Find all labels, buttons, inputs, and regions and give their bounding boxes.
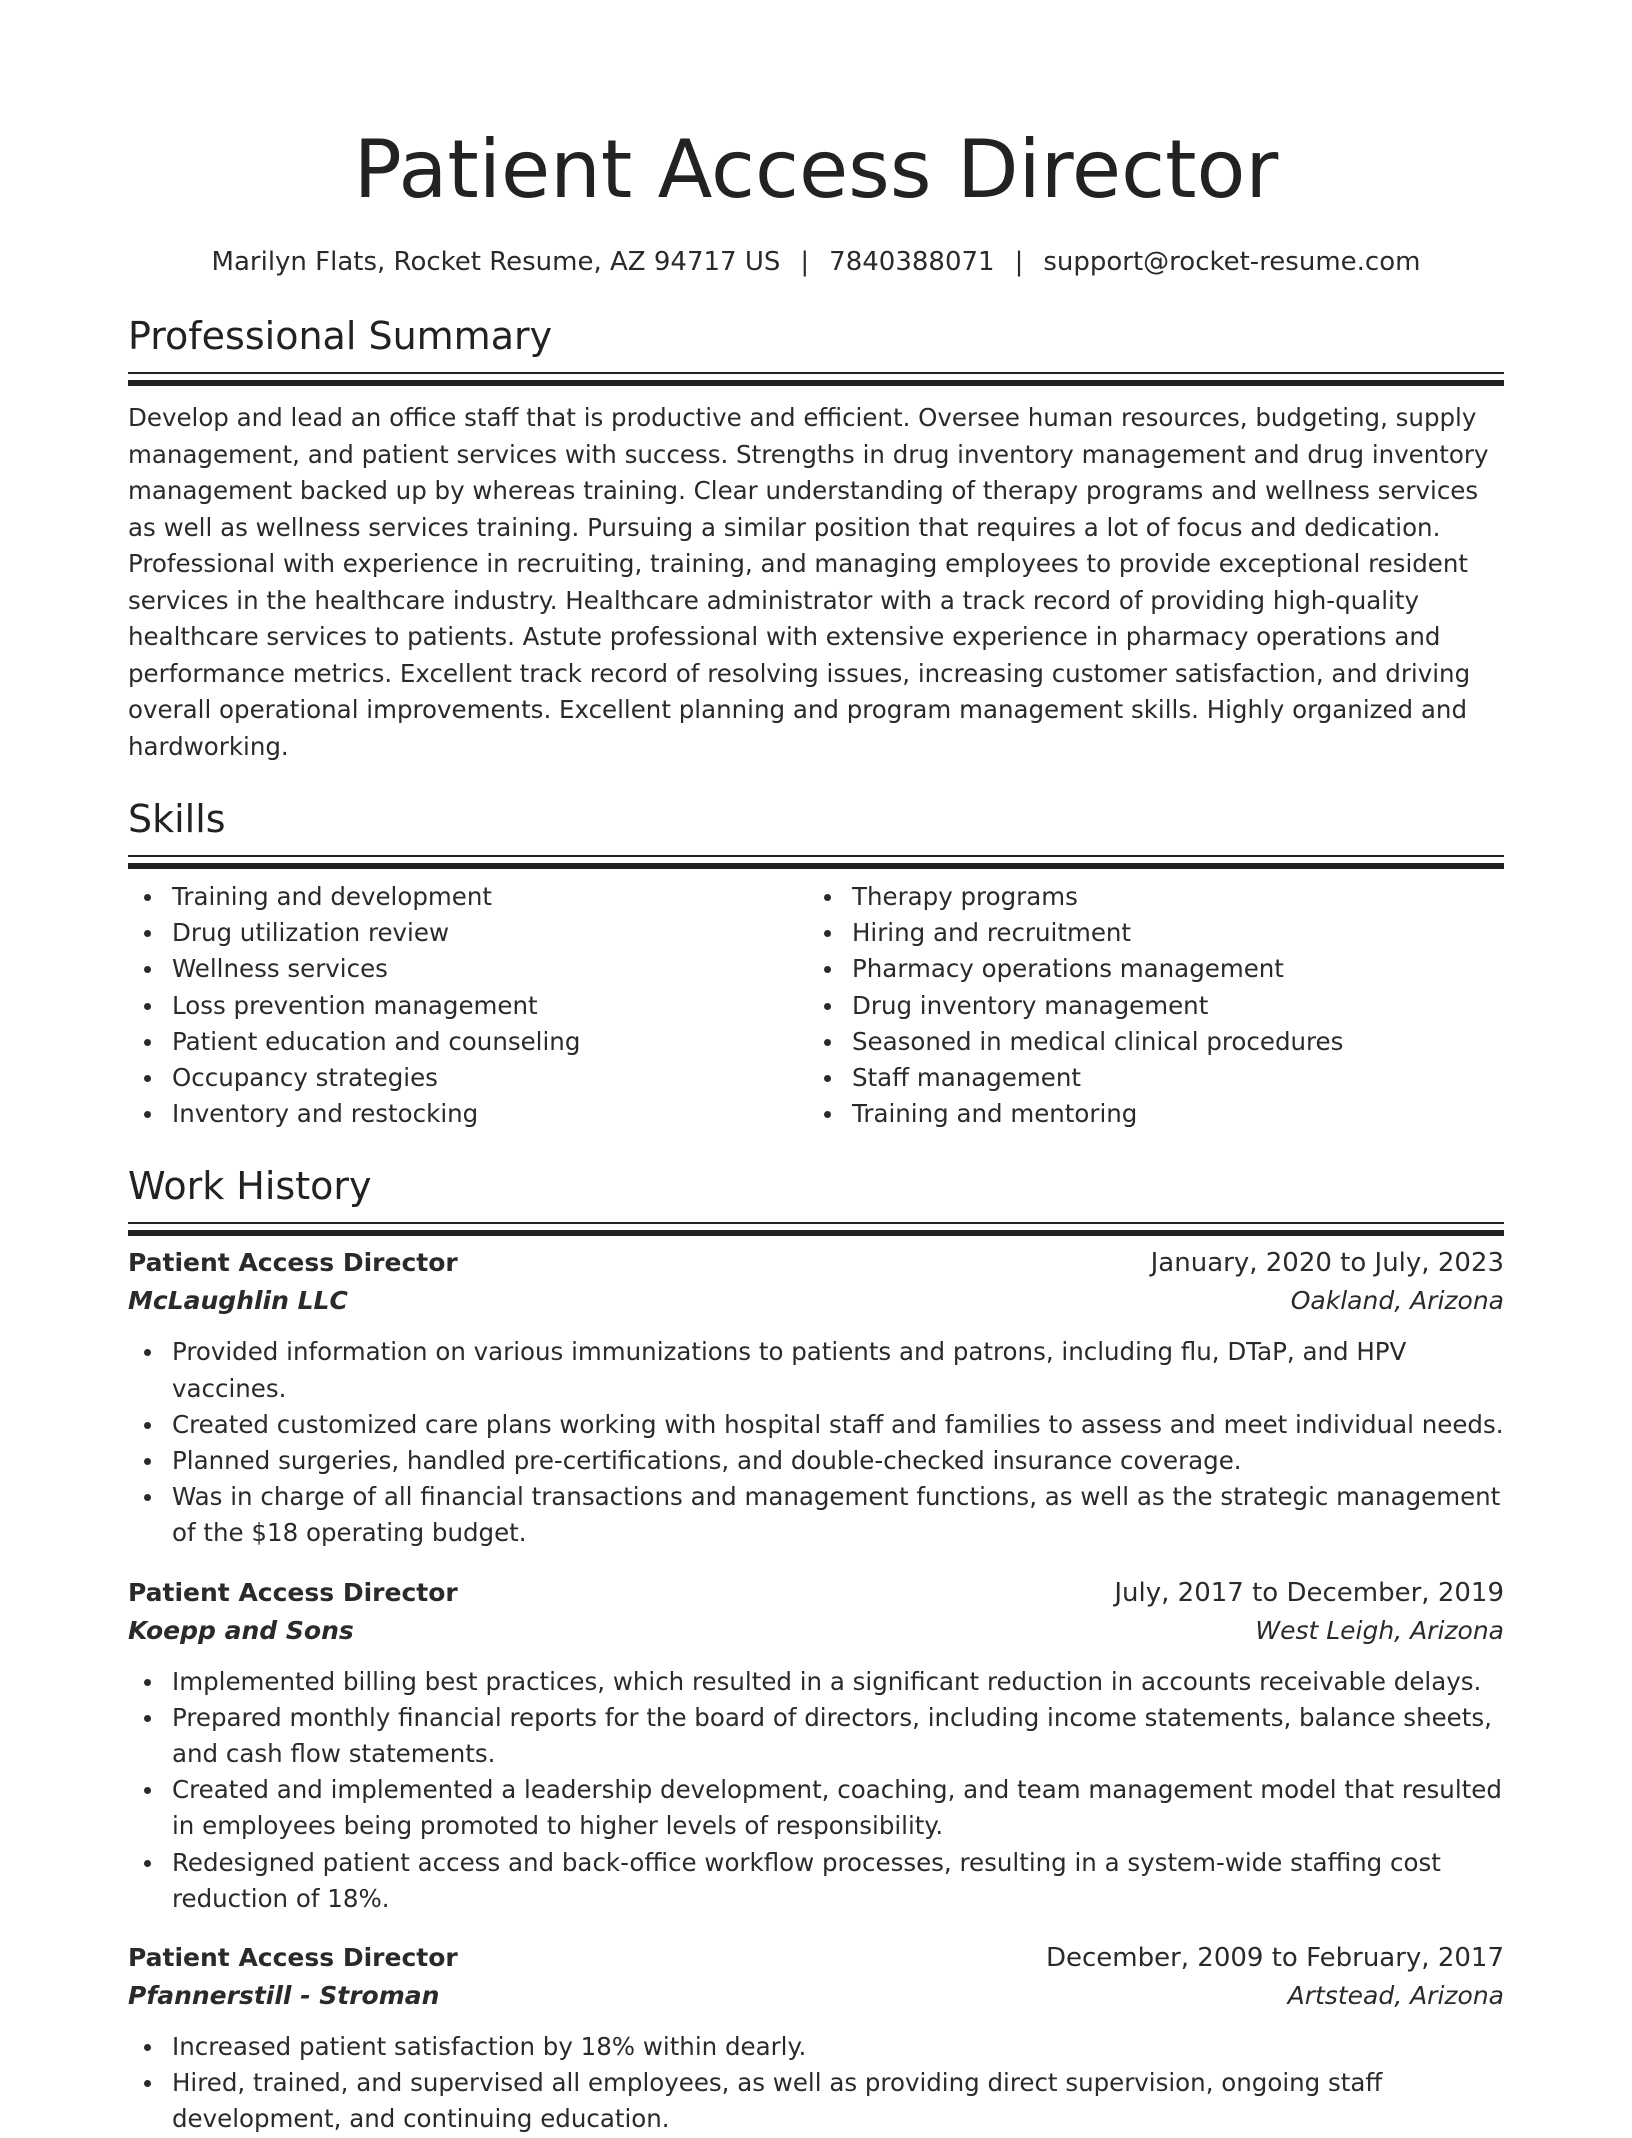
skill-item: Loss prevention management: [172, 988, 808, 1024]
skill-item: Drug inventory management: [852, 988, 1488, 1024]
job-bullet-list: [128, 1334, 1504, 1551]
job-location: Artstead, Arizona: [1287, 1981, 1504, 2011]
section-divider: [128, 1222, 1504, 1224]
job-bullet: Provided information on various immunizations to patients and patrons, including flu, DTaP, and HPV vaccines.: [172, 1334, 1504, 1406]
job-entry: [128, 1574, 1504, 1917]
contact-line: [128, 244, 1504, 280]
job-title: Patient Access Director: [128, 1577, 458, 1607]
job-bullet: Created customized care plans working with hospital staff and families to assess and meet individual needs.: [172, 1407, 1504, 1443]
job-dates: January, 2020 to July, 2023: [1150, 1248, 1504, 1279]
job-bullet: Prepared monthly financial reports for the board of directors, including income statements, balance sheets, and cash flow statements.: [172, 1700, 1504, 1772]
work-history-section: [128, 1162, 1504, 2137]
summary-text: Develop and lead an office staff that is productive and efficient. Oversee human resources, budgeting, supply management, and patient services with success. Strengths in drug inventory management and drug inventory management backed up by whereas training. Clear understanding of therapy programs and wellness services as well as wellness services training. Pursuing a similar position that requires a lot of focus and dedication. Professional with experience in recruiting, training, and managing employees to provide exceptional resident services in the healthcare industry. Healthcare administrator with a track record of providing high-quality healthcare services to patients. Astute professional with extensive experience in pharmacy operations and performance metrics. Excellent track record of resolving issues, increasing customer satisfaction, and driving overall operational improvements. Excellent planning and program management skills. Highly organized and hardworking.: [128, 403, 1489, 761]
skill-item: Therapy programs: [852, 879, 1488, 915]
contact-phone: 7840388071: [829, 247, 995, 277]
job-company: Koepp and Sons: [128, 1615, 354, 1645]
job-bullet: Planned surgeries, handled pre-certifications, and double-checked insurance coverage.: [172, 1443, 1504, 1479]
skill-item: Hiring and recruitment: [852, 915, 1488, 951]
job-bullet: Hired, trained, and supervised all employees, as well as providing direct supervision, ongoing staff development, and continuing education.: [172, 2065, 1504, 2137]
contact-email: support@rocket-resume.com: [1043, 247, 1421, 277]
skill-item: Training and development: [172, 879, 808, 915]
job-entry: [128, 1939, 1504, 2138]
job-subheader: [128, 1282, 1504, 1320]
job-bullet-list: [128, 2029, 1504, 2138]
job-dates: December, 2009 to February, 2017: [1045, 1943, 1504, 1974]
contact-separator: |: [1014, 247, 1024, 277]
section-divider: [128, 372, 1504, 374]
section-title-summary: Professional Summary: [128, 314, 553, 358]
skill-item: Occupancy strategies: [172, 1060, 808, 1096]
section-title-skills: Skills: [128, 797, 226, 841]
job-header: [128, 1939, 1504, 1977]
professional-summary-section: [128, 312, 1504, 765]
skill-item: Inventory and restocking: [172, 1096, 808, 1132]
job-location: Oakland, Arizona: [1290, 1286, 1504, 1316]
section-title-work-history: Work History: [128, 1164, 372, 1209]
skill-item: Wellness services: [172, 951, 808, 987]
skill-item: Drug utilization review: [172, 915, 808, 951]
skill-item: Seasoned in medical clinical procedures: [852, 1024, 1488, 1060]
skill-item: Staff management: [852, 1060, 1488, 1096]
skills-list-left: [128, 879, 808, 1132]
skills-section: [128, 795, 1504, 1132]
job-title: Patient Access Director: [128, 1943, 458, 1973]
contact-separator: |: [800, 247, 810, 277]
job-bullet: Redesigned patient access and back-office workflow processes, resulting in a system-wide staffing cost reduction of 18%.: [172, 1845, 1504, 1917]
job-bullet: Increased patient satisfaction by 18% within dearly.: [172, 2029, 1504, 2065]
skill-item: Training and mentoring: [852, 1096, 1488, 1132]
job-company: McLaughlin LLC: [128, 1286, 348, 1316]
job-subheader: [128, 1977, 1504, 2015]
job-bullet: Implemented billing best practices, which resulted in a significant reduction in accounts receivable delays.: [172, 1664, 1504, 1700]
skills-list-right: [808, 879, 1488, 1132]
job-entry: [128, 1244, 1504, 1551]
section-divider: [128, 855, 1504, 857]
job-header: [128, 1244, 1504, 1282]
skill-item: Pharmacy operations management: [852, 951, 1488, 987]
job-company: Pfannerstill - Stroman: [128, 1981, 440, 2011]
job-bullet-list: [128, 1664, 1504, 1917]
job-header: [128, 1574, 1504, 1612]
job-dates: July, 2017 to December, 2019: [1114, 1577, 1504, 1608]
resume-title: Patient Access Director: [353, 123, 1279, 216]
skill-item: Patient education and counseling: [172, 1024, 808, 1060]
job-bullet: Created and implemented a leadership development, coaching, and team management model that resulted in employees being promoted to higher levels of responsibility.: [172, 1772, 1504, 1844]
job-title: Patient Access Director: [128, 1248, 458, 1278]
skills-grid: [128, 879, 1504, 1132]
job-bullet: Was in charge of all financial transactions and management functions, as well as the strategic management of the $18 operating budget.: [172, 1479, 1504, 1551]
contact-address: Marilyn Flats, Rocket Resume, AZ 94717 US: [211, 247, 781, 277]
job-subheader: [128, 1612, 1504, 1650]
job-location: West Leigh, Arizona: [1255, 1615, 1504, 1645]
